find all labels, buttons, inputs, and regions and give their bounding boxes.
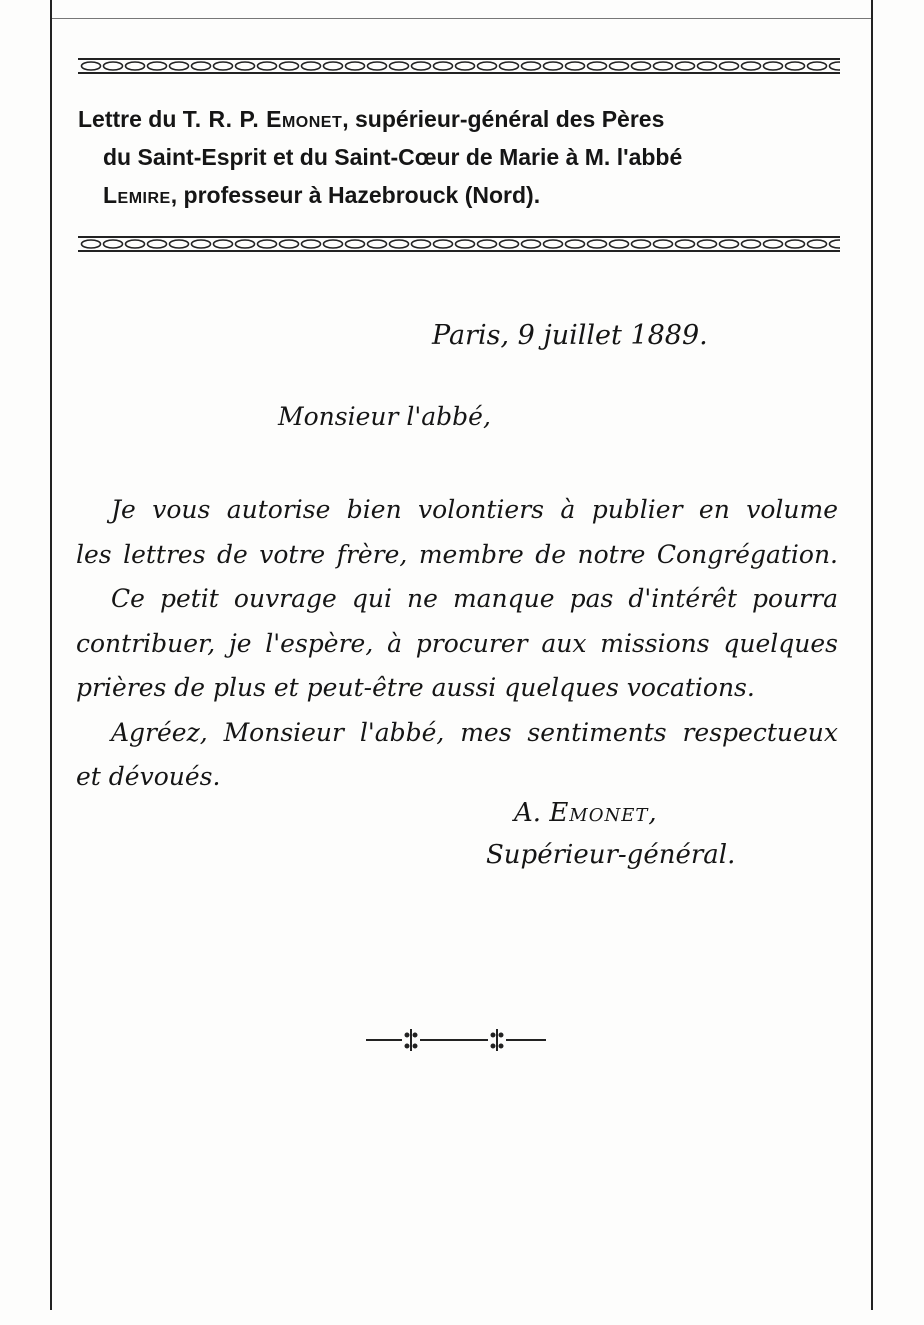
ornament-link: [258, 240, 277, 248]
ornament-link: [368, 62, 387, 70]
ornament-link: [676, 62, 695, 70]
ornament-link: [126, 62, 145, 70]
ornament-link: [522, 240, 541, 248]
ornament-link: [500, 240, 519, 248]
ornament-link: [126, 240, 145, 248]
ornament-link: [720, 62, 739, 70]
ornament-link: [456, 240, 475, 248]
ornament-link: [302, 62, 321, 70]
heading-text: , supérieur-général des Pères: [342, 106, 665, 132]
ornament-link: [280, 62, 299, 70]
ornament-link: [500, 62, 519, 70]
ornament-band-bottom: [78, 236, 840, 252]
ornament-link: [324, 240, 343, 248]
ornament-link: [566, 240, 585, 248]
ornament-link: [104, 62, 123, 70]
heading-line-2: [78, 138, 848, 176]
ornament-link: [192, 62, 211, 70]
fleuron-divider: [366, 1025, 546, 1060]
ornament-link: [104, 240, 123, 248]
ornament-link: [522, 62, 541, 70]
ornament-link: [324, 62, 343, 70]
ornament-link: [236, 240, 255, 248]
signature-name: Emonet: [549, 798, 649, 828]
signature-role: Supérieur-général.: [486, 840, 736, 870]
ornament-link: [830, 62, 841, 70]
ornament-link: [698, 240, 717, 248]
ornament-link: [280, 240, 299, 248]
ornament-link: [390, 240, 409, 248]
body-line: Agréez, Monsieur l'abbé, mes sentiments respectueux: [111, 717, 838, 747]
page-left-edge: [50, 0, 52, 1310]
ornament-link: [390, 62, 409, 70]
ornament-band-top: [78, 58, 840, 74]
ornament-link: [346, 62, 365, 70]
ornament-link: [434, 240, 453, 248]
heading-text: du Saint-Esprit et du Saint-Cœur de Marie à M. l'abbé: [103, 144, 683, 170]
salutation: Monsieur l'abbé,: [278, 402, 491, 431]
ornament-link: [808, 240, 827, 248]
body-line: Ce petit ouvrage qui ne manque pas d'intérêt pourra: [111, 584, 838, 613]
heading-author-name: T. R. P. Emonet: [182, 106, 343, 132]
signature-initial: A.: [514, 798, 550, 828]
ornament-link: [830, 240, 841, 248]
heading-line-1: [78, 100, 848, 138]
ornament-link: [302, 240, 321, 248]
letter-heading: [78, 100, 848, 214]
ornament-link: [412, 240, 431, 248]
body-line: contribuer, je l'espère, à procurer aux missions quelques: [76, 628, 838, 658]
ornament-link: [610, 62, 629, 70]
heading-recipient-name: Lemire: [103, 182, 171, 208]
top-rule: [52, 18, 871, 19]
ornament-link: [82, 62, 101, 70]
ornament-link: [346, 240, 365, 248]
page-right-edge: [871, 0, 873, 1310]
body-line: les lettres de votre frère, membre de notre Congrégation.: [76, 539, 838, 569]
ornament-link: [742, 240, 761, 248]
ornament-link: [742, 62, 761, 70]
ornament-link: [676, 240, 695, 248]
heading-text: Lettre du: [78, 106, 183, 132]
ornament-link: [764, 240, 783, 248]
fleuron-divider-icon: [366, 1025, 546, 1055]
ornament-link: [808, 62, 827, 70]
body-line: Je vous autorise bien volontiers à publier en volume: [111, 495, 838, 524]
ornament-link: [170, 240, 189, 248]
signature: [514, 798, 657, 828]
ornament-link: [148, 62, 167, 70]
body-line: et dévoués.: [76, 762, 221, 791]
ornament-link: [82, 240, 101, 248]
ornament-link: [698, 62, 717, 70]
ornament-link: [632, 240, 651, 248]
ornament-link: [588, 62, 607, 70]
ornament-link: [434, 62, 453, 70]
ornament-link: [610, 240, 629, 248]
ornament-link: [192, 240, 211, 248]
ornament-link: [544, 62, 563, 70]
ornament-link: [786, 62, 805, 70]
ornament-link: [654, 62, 673, 70]
ornament-link: [368, 240, 387, 248]
ornament-link: [170, 62, 189, 70]
ornament-link: [456, 62, 475, 70]
ornament-link: [412, 62, 431, 70]
ornament-link: [544, 240, 563, 248]
ornament-link: [566, 62, 585, 70]
ornament-link: [214, 62, 233, 70]
ornament-link: [654, 240, 673, 248]
ornament-link: [588, 240, 607, 248]
heading-text: , professeur à Hazebrouck (Nord).: [170, 182, 541, 208]
ornament-link: [764, 62, 783, 70]
dateline: Paris, 9 juillet 1889.: [432, 320, 708, 351]
ornament-link: [478, 62, 497, 70]
ornament-link: [236, 62, 255, 70]
ornament-link: [786, 240, 805, 248]
ornament-link: [632, 62, 651, 70]
ornament-link: [258, 62, 277, 70]
body-line: prières de plus et peut-être aussi quelques vocations.: [76, 673, 755, 702]
ornament-band-bottom-svg: [78, 236, 840, 252]
ornament-link: [720, 240, 739, 248]
ornament-link: [214, 240, 233, 248]
ornament-link: [478, 240, 497, 248]
letter-body: [76, 488, 838, 800]
ornament-link: [148, 240, 167, 248]
signature-comma: ,: [648, 798, 657, 828]
ornament-band-top-svg: [78, 58, 840, 74]
heading-line-3: [78, 176, 848, 214]
